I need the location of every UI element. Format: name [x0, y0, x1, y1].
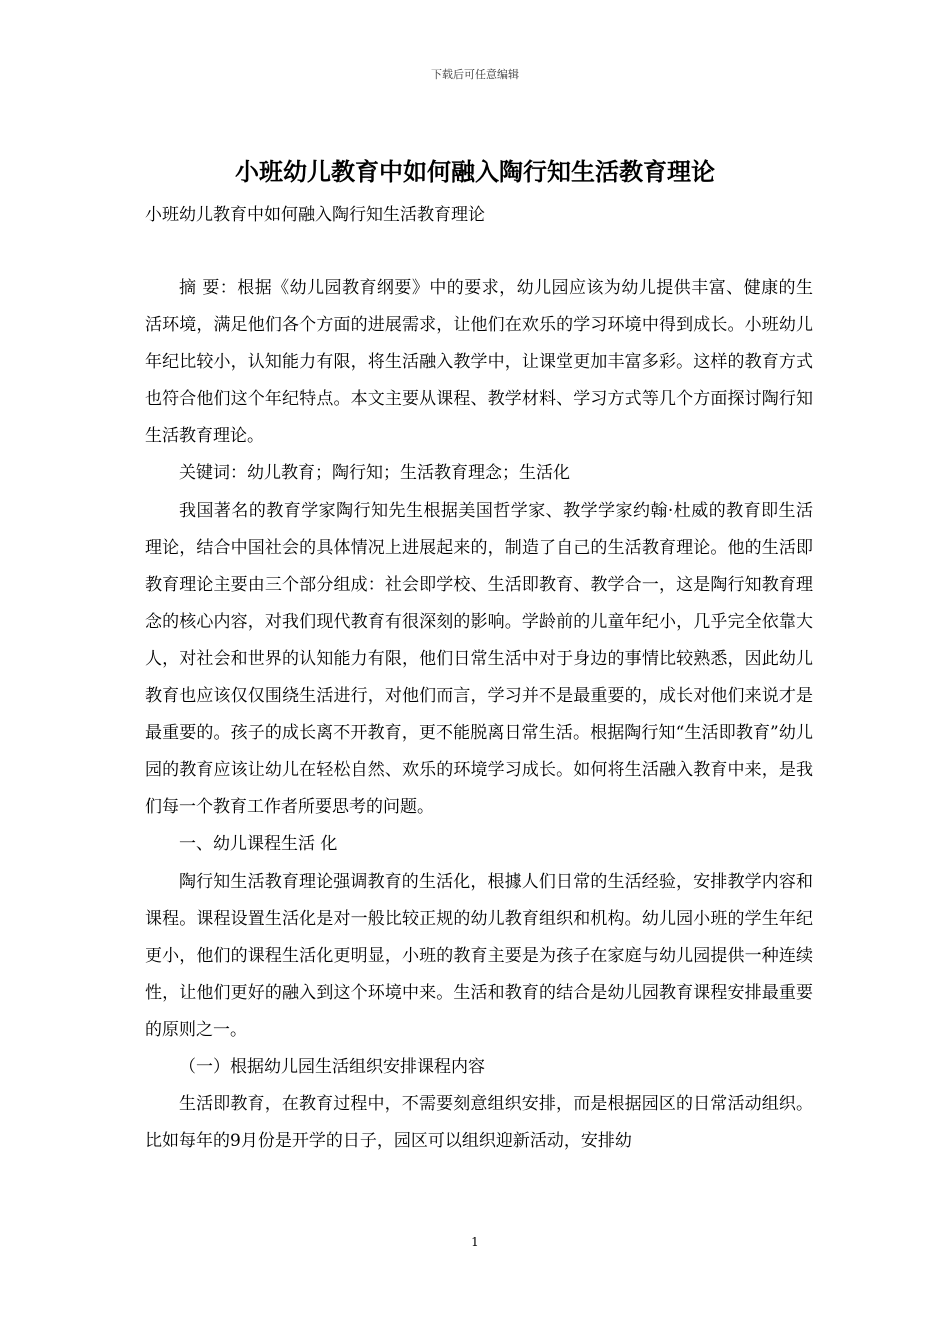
- subsection-heading: （一）根据幼儿园生活组织安排课程内容: [179, 1056, 485, 1077]
- keywords-paragraph: 关键词：幼儿教育；陶行知；生活教育理念；生活化: [179, 463, 570, 484]
- body-paragraph: 生活即教育，在教育过程中，不需要刻意组织安排，而是根据园区的日常活动组织。比如每年的9月份是开学的日子，园区可以组织迎新活动，安排幼: [145, 1094, 813, 1152]
- page-number: 1: [471, 1235, 479, 1249]
- document-title: 小班幼儿教育中如何融入陶行知生活教育理论: [235, 157, 715, 186]
- body-paragraph: 陶行知生活教育理论强调教育的生活化，根據人们日常的生活经验，安排教学内容和课程。课程设置生活化是对一般比较正规的幼儿教育组织和机构。幼儿园小班的学生年纪更小，他们的课程生活化更明显，小班的教育主要是为孩子在家庭与幼儿园提供一种连续性，让他们更好的融入到这个环境中来。生活和教育的结合是幼儿园教育课程安排最重要的原则之一。: [145, 871, 813, 1040]
- header-note: 下载后可任意编辑: [431, 68, 519, 81]
- document-subtitle: 小班幼儿教育中如何融入陶行知生活教育理论: [145, 205, 485, 225]
- section-heading: 一、幼儿课程生活 化: [179, 834, 338, 855]
- document-body: [145, 270, 813, 1160]
- abstract-paragraph: 摘 要：根据《幼儿园教育纲要》中的要求，幼儿园应该为幼儿提供丰富、健康的生活环境，满足他们各个方面的进展需求，让他们在欢乐的学习环境中得到成长。小班幼儿年纪比较小，认知能力有限，将生活融入教学中，让课堂更加丰富多彩。这样的教育方式也符合他们这个年纪特点。本文主要从课程、教学材料、学习方式等几个方面探讨陶行知生活教育理论。: [145, 278, 813, 447]
- body-paragraph: 我国著名的教育学家陶行知先生根据美国哲学家、教学学家约翰·杜威的教育即生活理论，结合中国社会的具体情况上进展起来的，制造了自己的生活教育理论。他的生活即教育理论主要由三个部分组成：社会即学校、生活即教育、教学合一，这是陶行知教育理念的核心内容，对我们现代教育有很深刻的影响。学龄前的儿童年纪小，几乎完全依靠大人，对社会和世界的认知能力有限，他们日常生活中对于身边的事情比较熟悉，因此幼儿教育也应该仅仅围绕生活进行，对他们而言，学习并不是最重要的，成长对他们来说才是最重要的。孩子的成长离不开教育，更不能脱离日常生活。根据陶行知“生活即教育”幼儿园的教育应该让幼儿在轻松自然、欢乐的环境学习成长。如何将生活融入教育中来，是我们每一个教育工作者所要思考的问题。: [145, 500, 813, 818]
